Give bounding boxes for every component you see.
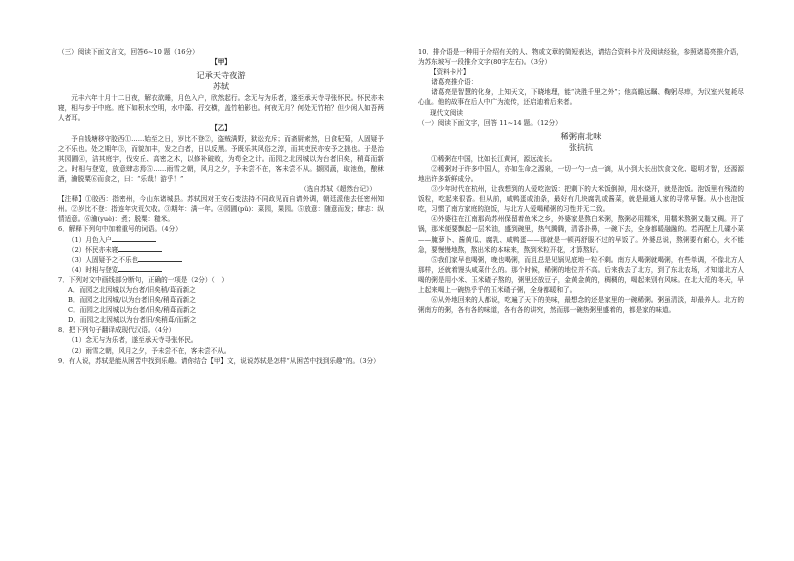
passage-b-mark: 【乙】 <box>211 124 231 133</box>
q6-item: （3）人固疑予之不乐也 <box>58 255 384 265</box>
card-text: 诸葛亮是智慧的化身，上知天文，下晓地理，能“决胜千里之外”；他高瞻远瞩、鞠躬尽瘁，为汉室兴复耗尽心血。他的故事在后人中广为流传，还启迪着后来者。 <box>418 88 744 107</box>
essay-paragraph: ③少年时代在杭州，让我想到的人爱吃泡饭：把剩下的大米饭倒掉，用水烧开，就是泡饭。泡饭里有残渣的饭粒，吃起来很香。但从前，咸鸭蛋或油条，最好有几块腐乳或酱菜，就是最通人家的寻常早餐。从小也泡饭吃，习惯了南方家庭的泡饭，与北方人爱喝稀粥的习性并无二致。 <box>418 185 744 214</box>
q6-item: （2）怀民亦未寝 <box>58 245 384 255</box>
q8-item: （1）念无与为乐者，遂至承天寺寻张怀民。 <box>68 336 198 345</box>
essay-paragraph: ⑥从外地回来的人都说，吃遍了天下的美味，最想念的还是家里的一碗稀粥。粥虽清淡，却最养人。北方的粥南方的粥，各有各的味道，各有各的讲究，然而那一碗热粥里盛着的，都是家的味道。 <box>418 296 744 315</box>
essay-paragraph: ②稀粥对于许多中国人，亦如生命之源泉，一切一勺一点一滴，从小到大长出饮食文化、聪明才智，还源源地出许多新鲜成分。 <box>418 164 744 183</box>
card-subtitle: 诸葛亮推介语： <box>431 78 478 87</box>
question-6: 6．解释下列句中加着重号的词语。（4分） <box>58 225 182 234</box>
passage-a-title: 记承天寺夜游 <box>196 70 246 81</box>
essay-paragraph: ⑤我们家早也喝粥，晚也喝粥，而且总是见锅见底地一粒不剩。南方人喝粥就喝粥，有些单调，不像北方人那样，还就着馒头咸菜什么的。那个时候，稀粥的地位并不高。后来我去了北方，到了东北农场，才知道北方人喝的粥是用小米、玉米碴子熬的，粥里还放豆子，金黄金黄的，稠稠的，喝起来别有风味。在北大荒的冬天，早上起来喝上一碗热乎乎的玉米碴子粥，全身都暖和了。 <box>418 255 744 294</box>
q6-item: （1）月色入户 <box>58 235 384 245</box>
essay-author: 张抗抗 <box>569 142 593 152</box>
essay-paragraph: ④外婆往在江南那尚苏州保留着鱼米之乡，外婆家是熬白米粥，熬粥必用糯米，用糯米熬粥又黏又稠。开了锅，那米便要飘起一层米油，盛到碗里，热气腾腾，清香扑鼻，一碗下去，全身都暖融融的。若再配上几碟小菜——腌萝卜、酱黄瓜、腐乳、咸鸭蛋——那就是一顿再舒服不过的早饭了。外婆总说，熬粥要有耐心，火不能急，要慢慢地熬，熬出米的本味来，熬到米粒开花，才算熬好。 <box>418 215 744 254</box>
section-b-heading: （一）阅读下面文字，回答 11~14 题。（12分） <box>418 118 562 127</box>
left-column <box>58 47 384 366</box>
question-10: 10．排介语是一种用于介绍有关的人、物或文章的简短表达，请结合资料卡片及阅读经验，参照诸葛亮推介语，为苏东坡写一段推介文字(80字左右)。（3分） <box>418 48 743 67</box>
passage-a-mark: 【甲】 <box>211 58 231 67</box>
passage-b-source: （选自苏轼《超然台记》） <box>300 185 376 194</box>
q7-option-d[interactable]: D．而园之北因城以为台者旧/矣稍葺/而新之 <box>68 316 197 325</box>
passage-b-text: 予自钱塘移守胶西①……始至之日，岁比不登②，盗贼满野，狱讼充斥；而斋厨索然，日食杞菊，人固疑予之不乐也。处之期年③，而貌加丰，发之白者，日以反黑。予既乐其风俗之淳，而其吏民亦安予之拙也。于是治其园圃④，洁其庭宇，伐安丘、高密之木，以修补破败，为苟全之计。而园之北因城以为台者旧矣，稍葺而新之。时相与登览，放意肆志焉⑤……雨雪之朝，风月之夕，予未尝不在，客未尝不从。撷园蔬，取池鱼，酿秫酒，瀹脱粟⑥而食之，曰：“乐哉！游乎！” <box>58 134 384 183</box>
question-9: 9．有人说，苏轼是能从困苦中找到乐趣。请你结合【甲】文，说说苏轼是怎样“从困苦中找到乐趣”的。（3分） <box>58 356 380 365</box>
answer-blank[interactable] <box>118 245 162 252</box>
q8-item: （2）雨雪之朝，风月之夕，予未尝不在，客未尝不从。 <box>68 346 231 355</box>
q6-item: （4）时相与登览 <box>58 265 384 275</box>
answer-blank[interactable] <box>112 235 156 242</box>
question-8: 8．把下列句子翻译成现代汉语。（4分） <box>58 326 176 335</box>
essay-paragraph: ①稀粥在中国，比如长江黄河，源远流长。 <box>431 154 557 163</box>
answer-blank[interactable] <box>118 265 162 272</box>
passage-b-notes: 【注释】①胶西：指密州，今山东诸城县。苏轼因对王安石变法持不同政见而自请外调，朝廷派他去任密州知州。②岁比不登：指连年灾荒欠收。③期年：满一年。④园圃(pǔ)：菜园，果园。⑤放意：随意而发；肆志：纵情适意。⑥瀹(yuè)：煮；脱粟：糙米。 <box>58 195 384 224</box>
q7-option-c[interactable]: C．而园之北因城以为台者/旧矣/稍葺而新之 <box>68 306 197 315</box>
card-title: 【资料卡片】 <box>430 68 470 77</box>
passage-a-author: 苏轼 <box>213 82 229 92</box>
modern-reading-heading: 现代文阅读 <box>430 108 463 117</box>
question-7: 7．下列对文中画线部分断句，正确的一项是（2分）（ ） <box>58 275 228 284</box>
right-column <box>418 47 744 315</box>
q7-option-a[interactable]: A．而园之北因城以为台者/旧矣稍/葺而新之 <box>68 285 196 294</box>
essay-title: 稀粥南北味 <box>560 130 602 141</box>
passage-a-text: 元丰六年十月十二日夜，解衣欲睡，月色入户，欣然起行。念无与为乐者，遂至承天寺寻张怀民。怀民亦未寝，相与步于中庭。庭下如积水空明，水中藻、荇交横，盖竹柏影也。何夜无月？何处无竹柏？但少闲人如吾两人者耳。 <box>58 94 384 123</box>
answer-blank[interactable] <box>138 255 182 262</box>
section-heading: （三）阅读下面文言文，回答6~10 题（16分） <box>58 48 199 56</box>
q7-option-b[interactable]: B．而园之北因城/以为台者旧矣/稍葺而新之 <box>68 296 196 305</box>
